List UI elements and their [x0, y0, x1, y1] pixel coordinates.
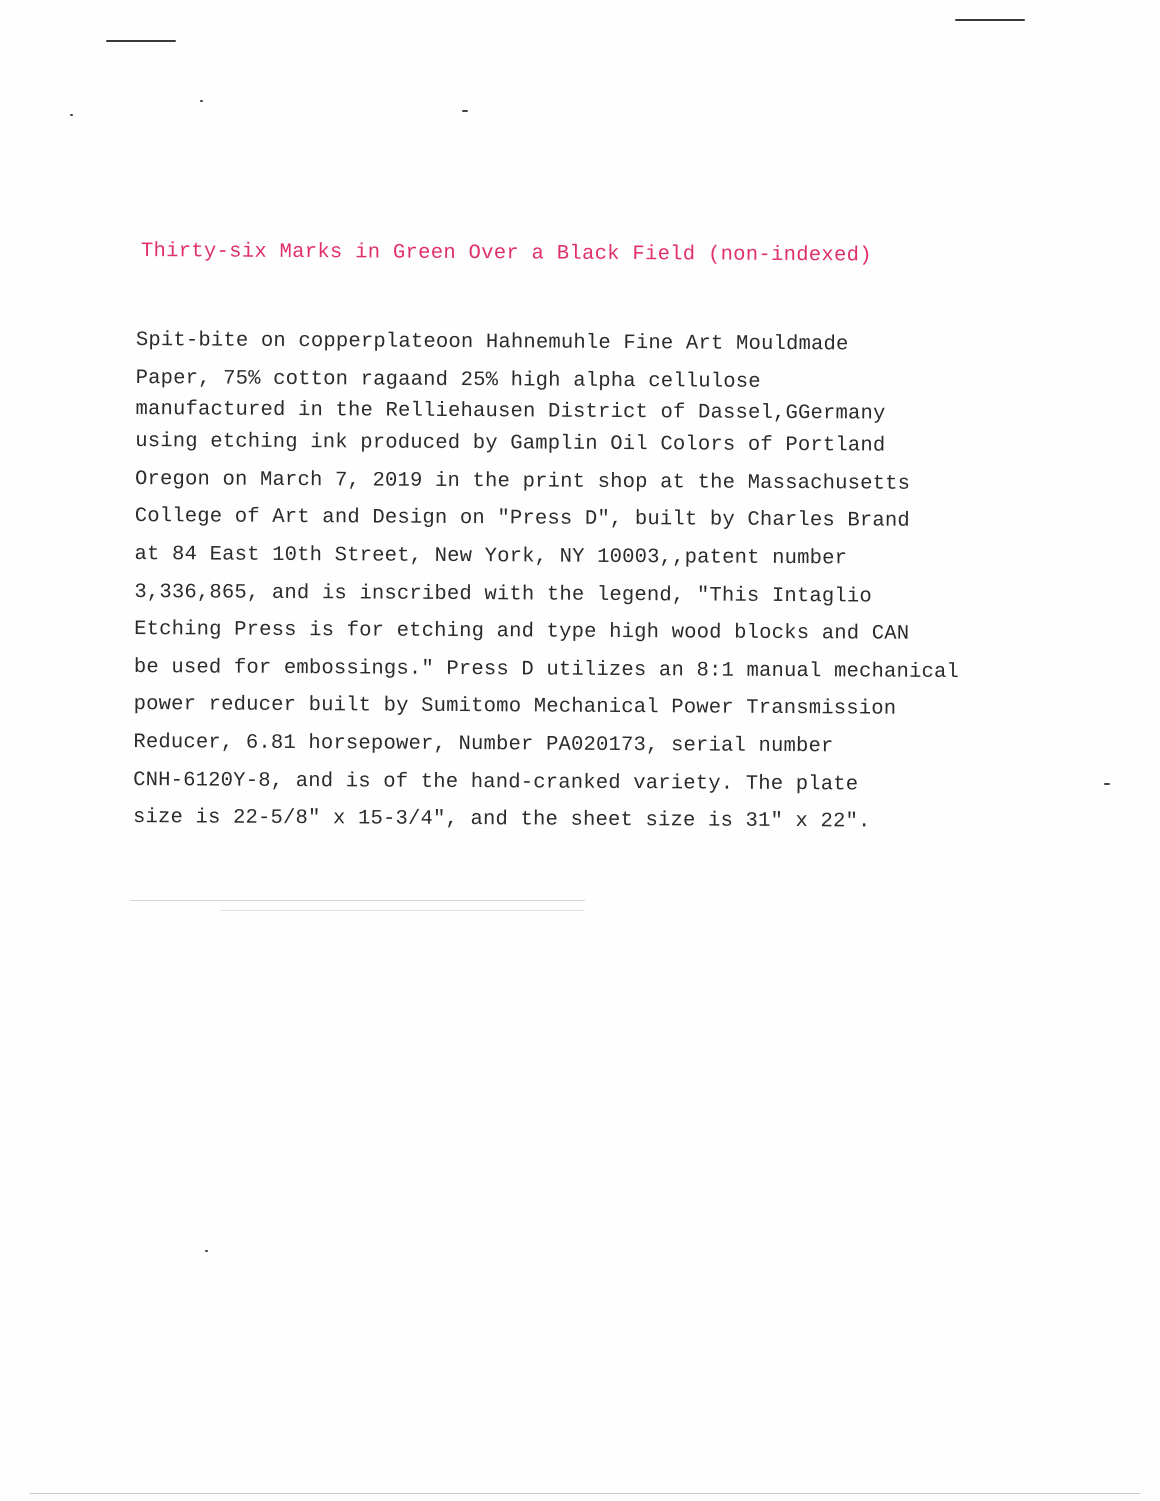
body-line: Paper, 75% cotton ragaand 25% high alpha cellulose: [135, 366, 761, 394]
ink-speck: [70, 114, 73, 116]
document-body: [133, 322, 1096, 843]
ink-speck: [200, 100, 203, 102]
body-line: 3,336,865, and is inscribed with the legend, "This Intaglio: [134, 580, 873, 609]
faint-rule: [130, 900, 585, 901]
body-line: manufactured in the Relliehausen District of Dassel,GGermany: [135, 398, 886, 426]
body-line: power reducer built by Sumitomo Mechanical Power Transmission: [133, 693, 897, 721]
faint-rule: [220, 910, 585, 911]
body-line: College of Art and Design on "Press D", built by Charles Brand: [134, 505, 910, 534]
ink-speck: [462, 110, 468, 112]
page-bottom-edge: [30, 1493, 1140, 1494]
document-title: Thirty-six Marks in Green Over a Black Field (non-indexed): [140, 240, 872, 268]
ink-speck: [1104, 783, 1110, 785]
body-line: Oregon on March 7, 2019 in the print shop at the Massachusetts: [134, 467, 911, 496]
body-line: Reducer, 6.81 horsepower, Number PA020173, serial number: [133, 730, 834, 759]
staple-mark-left: [106, 40, 176, 42]
ink-speck: [205, 1250, 208, 1252]
body-line: Spit-bite on copperplateoon Hahnemuhle Fine Art Mouldmade: [135, 328, 849, 357]
body-line: be used for embossings." Press D utilizes an 8:1 manual mechanical: [133, 655, 960, 684]
body-line: at 84 East 10th Street, New York, NY 10003,,patent number: [134, 542, 848, 571]
body-line: Etching Press is for etching and type high wood blocks and CAN: [134, 618, 910, 646]
body-line: size is 22-5/8" x 15-3/4", and the sheet size is 31" x 22".: [132, 806, 871, 834]
body-line: CNH-6120Y-8, and is of the hand-cranked variety. The plate: [133, 768, 859, 796]
body-line: using etching ink produced by Gamplin Oil Colors of Portland: [135, 430, 886, 458]
staple-mark-right: [955, 19, 1025, 21]
